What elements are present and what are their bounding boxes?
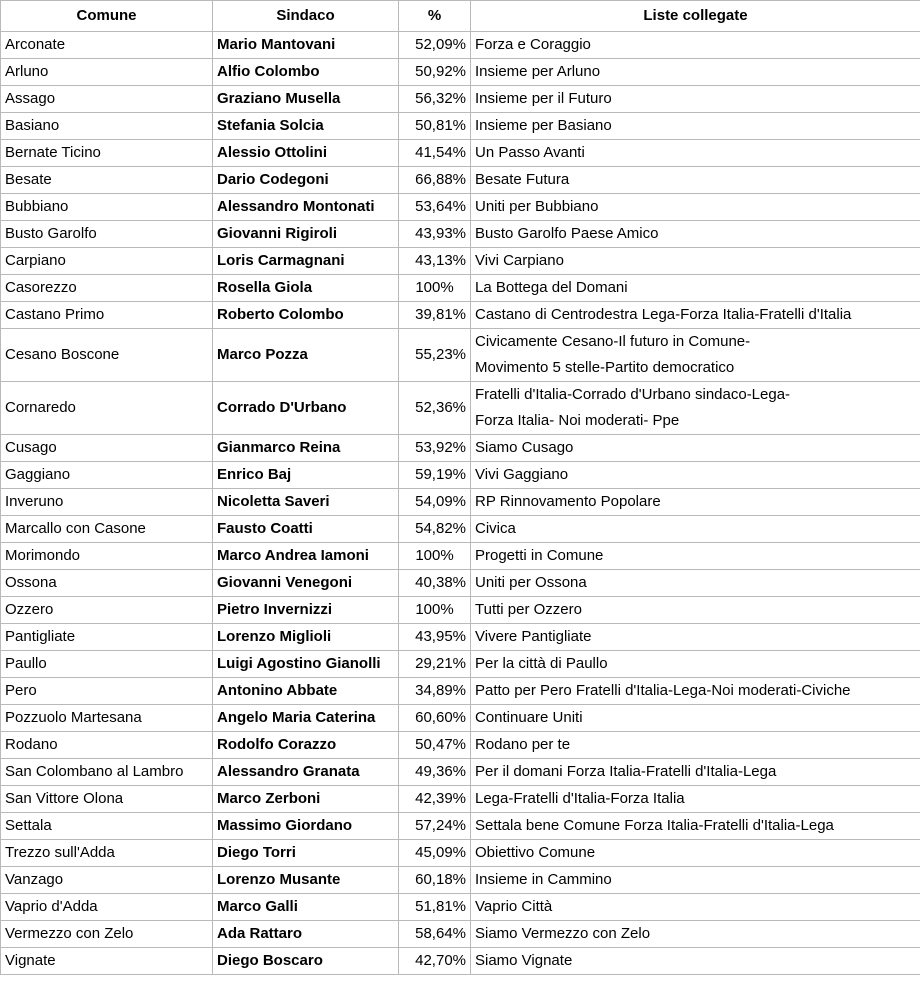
cell-liste (471, 624, 920, 651)
cell-comune: Castano Primo (1, 302, 213, 329)
cell-liste (471, 329, 920, 382)
table-row (1, 435, 920, 462)
header-comune: Comune (1, 1, 213, 32)
cell-sindaco: Marco Zerboni (213, 786, 399, 813)
liste-line: Lega-Fratelli d'Italia-Forza Italia (475, 790, 685, 807)
cell-percent: 50,81% (399, 113, 471, 140)
table-row (1, 543, 920, 570)
cell-liste (471, 59, 920, 86)
cell-sindaco: Enrico Baj (213, 462, 399, 489)
liste-line: Movimento 5 stelle-Partito democratico (475, 359, 735, 376)
cell-sindaco: Roberto Colombo (213, 302, 399, 329)
cell-sindaco: Ada Rattaro (213, 921, 399, 948)
liste-line: Insieme per il Futuro (475, 90, 612, 107)
cell-percent: 45,09% (399, 840, 471, 867)
cell-liste (471, 248, 920, 275)
cell-percent: 43,93% (399, 221, 471, 248)
header-liste: Liste collegate (471, 1, 920, 32)
cell-percent: 54,82% (399, 516, 471, 543)
cell-sindaco: Massimo Giordano (213, 813, 399, 840)
cell-comune: Assago (1, 86, 213, 113)
cell-percent: 50,47% (399, 732, 471, 759)
liste-line: Per la città di Paullo (475, 655, 608, 672)
table-row (1, 59, 920, 86)
cell-comune: Vanzago (1, 867, 213, 894)
table-row (1, 194, 920, 221)
liste-line: Vaprio Città (475, 898, 553, 915)
cell-sindaco: Rosella Giola (213, 275, 399, 302)
cell-liste (471, 86, 920, 113)
cell-sindaco: Alessandro Montonati (213, 194, 399, 221)
cell-percent: 50,92% (399, 59, 471, 86)
cell-liste (471, 302, 920, 329)
liste-line: Vivi Carpiano (475, 252, 564, 269)
cell-percent: 40,38% (399, 570, 471, 597)
cell-liste (471, 759, 920, 786)
cell-comune: Ozzero (1, 597, 213, 624)
cell-comune: San Vittore Olona (1, 786, 213, 813)
liste-line: Busto Garolfo Paese Amico (475, 225, 659, 242)
liste-line: Tutti per Ozzero (475, 601, 582, 618)
cell-comune: Pantigliate (1, 624, 213, 651)
cell-sindaco: Nicoletta Saveri (213, 489, 399, 516)
cell-percent: 43,13% (399, 248, 471, 275)
cell-sindaco: Giovanni Rigiroli (213, 221, 399, 248)
cell-liste (471, 32, 920, 59)
cell-liste (471, 597, 920, 624)
cell-comune: Rodano (1, 732, 213, 759)
cell-comune: Trezzo sull'Adda (1, 840, 213, 867)
cell-comune: Bubbiano (1, 194, 213, 221)
cell-sindaco: Marco Andrea Iamoni (213, 543, 399, 570)
cell-liste (471, 435, 920, 462)
cell-percent: 66,88% (399, 167, 471, 194)
liste-line: Siamo Vignate (475, 952, 573, 969)
table-row (1, 867, 920, 894)
table-row (1, 86, 920, 113)
cell-comune: Bernate Ticino (1, 140, 213, 167)
liste-line: Un Passo Avanti (475, 144, 585, 161)
cell-sindaco: Giovanni Venegoni (213, 570, 399, 597)
liste-line: Settala bene Comune Forza Italia-Fratelli d'Italia-Lega (475, 817, 834, 834)
cell-comune: Pozzuolo Martesana (1, 705, 213, 732)
table-row (1, 678, 920, 705)
table-row (1, 651, 920, 678)
cell-sindaco: Luigi Agostino Gianolli (213, 651, 399, 678)
cell-sindaco: Loris Carmagnani (213, 248, 399, 275)
cell-percent: 100% (399, 275, 471, 302)
liste-line: Patto per Pero Fratelli d'Italia-Lega-Noi moderati-Civiche (475, 682, 851, 699)
cell-liste (471, 516, 920, 543)
cell-percent: 55,23% (399, 329, 471, 382)
cell-sindaco: Lorenzo Musante (213, 867, 399, 894)
liste-line: Siamo Vermezzo con Zelo (475, 925, 651, 942)
cell-comune: Carpiano (1, 248, 213, 275)
table-row (1, 570, 920, 597)
liste-line: Civicamente Cesano-Il futuro in Comune- (475, 333, 751, 350)
cell-comune: Basiano (1, 113, 213, 140)
table-row (1, 921, 920, 948)
cell-comune: Arluno (1, 59, 213, 86)
cell-liste (471, 113, 920, 140)
table-row (1, 516, 920, 543)
table-row (1, 489, 920, 516)
cell-liste (471, 867, 920, 894)
cell-liste (471, 462, 920, 489)
cell-percent: 53,92% (399, 435, 471, 462)
cell-sindaco: Pietro Invernizzi (213, 597, 399, 624)
header-percent: % (399, 1, 471, 32)
liste-line: Per il domani Forza Italia-Fratelli d'Italia-Lega (475, 763, 777, 780)
cell-sindaco: Marco Pozza (213, 329, 399, 382)
cell-liste (471, 840, 920, 867)
cell-percent: 34,89% (399, 678, 471, 705)
liste-line: Insieme in Cammino (475, 871, 612, 888)
cell-comune: Busto Garolfo (1, 221, 213, 248)
cell-liste (471, 275, 920, 302)
cell-sindaco: Diego Torri (213, 840, 399, 867)
header-sindaco: Sindaco (213, 1, 399, 32)
cell-comune: Besate (1, 167, 213, 194)
cell-percent: 43,95% (399, 624, 471, 651)
cell-liste (471, 705, 920, 732)
cell-sindaco: Stefania Solcia (213, 113, 399, 140)
cell-percent: 29,21% (399, 651, 471, 678)
cell-liste (471, 167, 920, 194)
cell-percent: 54,09% (399, 489, 471, 516)
cell-liste (471, 732, 920, 759)
cell-comune: Inveruno (1, 489, 213, 516)
liste-line: Siamo Cusago (475, 439, 574, 456)
table-row (1, 275, 920, 302)
table-row (1, 840, 920, 867)
liste-line: Forza e Coraggio (475, 36, 591, 53)
table-row (1, 167, 920, 194)
cell-percent: 59,19% (399, 462, 471, 489)
liste-line: Insieme per Basiano (475, 117, 612, 134)
cell-percent: 53,64% (399, 194, 471, 221)
cell-percent: 100% (399, 597, 471, 624)
table-body (1, 32, 920, 975)
cell-liste (471, 921, 920, 948)
cell-liste (471, 382, 920, 435)
cell-sindaco: Angelo Maria Caterina (213, 705, 399, 732)
cell-sindaco: Gianmarco Reina (213, 435, 399, 462)
table-row (1, 624, 920, 651)
cell-comune: Gaggiano (1, 462, 213, 489)
cell-liste (471, 140, 920, 167)
cell-sindaco: Diego Boscaro (213, 948, 399, 975)
table-row (1, 462, 920, 489)
liste-line: Besate Futura (475, 171, 570, 188)
liste-line: Uniti per Ossona (475, 574, 587, 591)
liste-line: Vivi Gaggiano (475, 466, 569, 483)
cell-comune: Marcallo con Casone (1, 516, 213, 543)
cell-liste (471, 894, 920, 921)
cell-liste (471, 813, 920, 840)
liste-line: Castano di Centrodestra Lega-Forza Italia-Fratelli d'Italia (475, 306, 852, 323)
cell-percent: 39,81% (399, 302, 471, 329)
cell-sindaco: Alessio Ottolini (213, 140, 399, 167)
cell-percent: 60,18% (399, 867, 471, 894)
cell-percent: 42,39% (399, 786, 471, 813)
liste-line: Rodano per te (475, 736, 571, 753)
cell-percent: 56,32% (399, 86, 471, 113)
cell-comune: Pero (1, 678, 213, 705)
table-row (1, 382, 920, 435)
cell-percent: 42,70% (399, 948, 471, 975)
table-row (1, 894, 920, 921)
cell-comune: San Colombano al Lambro (1, 759, 213, 786)
header-row (1, 1, 920, 32)
cell-sindaco: Lorenzo Miglioli (213, 624, 399, 651)
table-row (1, 140, 920, 167)
table-row (1, 813, 920, 840)
cell-percent: 49,36% (399, 759, 471, 786)
cell-comune: Ossona (1, 570, 213, 597)
table-row (1, 302, 920, 329)
cell-sindaco: Fausto Coatti (213, 516, 399, 543)
table-row (1, 597, 920, 624)
liste-line: Uniti per Bubbiano (475, 198, 599, 215)
cell-liste (471, 221, 920, 248)
cell-percent: 41,54% (399, 140, 471, 167)
cell-comune: Morimondo (1, 543, 213, 570)
cell-sindaco: Graziano Musella (213, 86, 399, 113)
cell-comune: Cesano Boscone (1, 329, 213, 382)
cell-liste (471, 678, 920, 705)
liste-line: RP Rinnovamento Popolare (475, 493, 661, 510)
cell-comune: Vermezzo con Zelo (1, 921, 213, 948)
cell-liste (471, 194, 920, 221)
cell-comune: Vignate (1, 948, 213, 975)
table-row (1, 32, 920, 59)
table-row (1, 221, 920, 248)
cell-liste (471, 489, 920, 516)
cell-sindaco: Dario Codegoni (213, 167, 399, 194)
cell-percent: 57,24% (399, 813, 471, 840)
cell-comune: Arconate (1, 32, 213, 59)
cell-sindaco: Alessandro Granata (213, 759, 399, 786)
cell-sindaco: Alfio Colombo (213, 59, 399, 86)
cell-sindaco: Marco Galli (213, 894, 399, 921)
liste-line: Insieme per Arluno (475, 63, 601, 80)
table-row (1, 329, 920, 382)
cell-comune: Cornaredo (1, 382, 213, 435)
cell-liste (471, 948, 920, 975)
table-row (1, 948, 920, 975)
cell-sindaco: Rodolfo Corazzo (213, 732, 399, 759)
cell-liste (471, 543, 920, 570)
cell-percent: 52,09% (399, 32, 471, 59)
cell-comune: Cusago (1, 435, 213, 462)
table-row (1, 248, 920, 275)
cell-comune: Settala (1, 813, 213, 840)
liste-line: Vivere Pantigliate (475, 628, 592, 645)
table-row (1, 759, 920, 786)
liste-line: Civica (475, 520, 516, 537)
cell-comune: Casorezzo (1, 275, 213, 302)
liste-line: Fratelli d'Italia-Corrado d'Urbano sindaco-Lega- (475, 386, 791, 403)
cell-comune: Paullo (1, 651, 213, 678)
table-row (1, 786, 920, 813)
cell-percent: 60,60% (399, 705, 471, 732)
liste-line: Continuare Uniti (475, 709, 583, 726)
cell-comune: Vaprio d'Adda (1, 894, 213, 921)
cell-liste (471, 570, 920, 597)
liste-line: Obiettivo Comune (475, 844, 596, 861)
liste-line: Forza Italia- Noi moderati- Ppe (475, 412, 680, 429)
table-row (1, 705, 920, 732)
liste-line: Progetti in Comune (475, 547, 604, 564)
cell-percent: 100% (399, 543, 471, 570)
cell-liste (471, 786, 920, 813)
cell-sindaco: Mario Mantovani (213, 32, 399, 59)
cell-percent: 51,81% (399, 894, 471, 921)
cell-liste (471, 651, 920, 678)
cell-percent: 52,36% (399, 382, 471, 435)
liste-line: La Bottega del Domani (475, 279, 628, 296)
cell-sindaco: Antonino Abbate (213, 678, 399, 705)
table-row (1, 732, 920, 759)
cell-percent: 58,64% (399, 921, 471, 948)
cell-sindaco: Corrado D'Urbano (213, 382, 399, 435)
table-row (1, 113, 920, 140)
